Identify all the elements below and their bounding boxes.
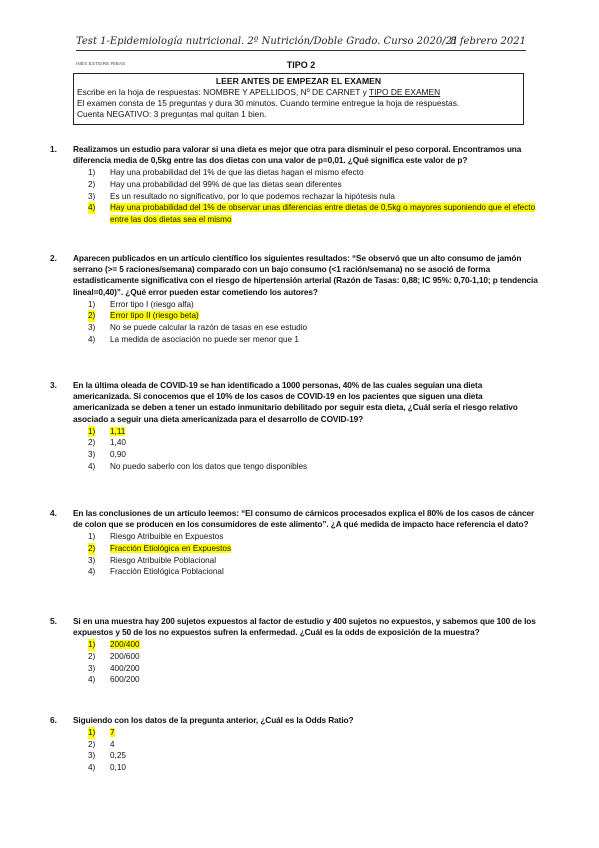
- option-number: 2): [88, 311, 96, 321]
- option-text: [110, 461, 540, 473]
- question-number: 6.: [50, 715, 57, 725]
- answer-option-3: [88, 663, 540, 675]
- option-text: [110, 674, 540, 686]
- answer-text: 0,90: [110, 450, 126, 459]
- question-5: [50, 616, 540, 686]
- answer-text: Riesgo Atribuible en Expuestos: [110, 532, 224, 542]
- option-text: [110, 555, 540, 567]
- highlighted-answer: Hay una probabilidad del 1% de observar unas diferencias entre dietas de 0,5kg o mayores suponiendo que el efecto entre las dos dietas sea el mismo: [110, 203, 536, 224]
- answer-text: 4: [110, 739, 115, 749]
- option-text: [110, 750, 540, 762]
- instructions-line-2: El examen consta de 15 preguntas y dura 30 minutos. Cuando termine entregue la hoja de respuestas.: [77, 98, 460, 108]
- exam-type-underlined: TIPO DE EXAMEN: [368, 87, 441, 97]
- question-3: [50, 380, 540, 472]
- answer-text: Es un resultado no significativo, por lo que podemos rechazar la hipótesis nula: [110, 191, 395, 201]
- answer-text: Error tipo I (riesgo alfa): [110, 299, 194, 309]
- answer-text: 0,25: [110, 751, 126, 761]
- answer-text: Fracción Etiológica Poblacional: [110, 567, 224, 577]
- option-number: 3): [88, 555, 96, 565]
- option-text: [110, 762, 540, 774]
- option-text: [110, 426, 540, 438]
- option-number: 1): [88, 532, 96, 542]
- answer-option-2: [88, 739, 540, 751]
- option-number: 4): [88, 334, 96, 344]
- option-text: [110, 651, 540, 663]
- option-number: 4): [88, 567, 96, 577]
- question-number: 3.: [50, 380, 57, 390]
- header-course: Test 1-Epidemiología nutricional. 2º Nutrición/Doble Grado. Curso 2020/21: [76, 36, 459, 47]
- answer-text: 400/200: [110, 663, 140, 673]
- header-date: 8 febrero 2021: [450, 36, 526, 47]
- option-number: 3): [88, 191, 96, 201]
- highlighted-answer: 7: [110, 728, 115, 738]
- highlighted-answer: 200/400: [110, 640, 140, 650]
- answer-text: Riesgo Atribuible Poblacional: [110, 555, 217, 565]
- answer-options: [50, 299, 540, 345]
- option-text: [110, 299, 540, 311]
- option-number: 1): [88, 426, 96, 436]
- option-number: 1): [88, 640, 96, 650]
- option-text: [110, 322, 540, 334]
- option-text: [110, 334, 540, 346]
- answer-option-3: [88, 555, 540, 567]
- instructions-line-1: Escribe en la hoja de respuestas: NOMBRE Y APELLIDOS, Nº DE CARNET y TIPO DE EXAMEN: [77, 87, 441, 97]
- option-text: [110, 739, 540, 751]
- answer-text: 0,10: [110, 762, 126, 772]
- answer-options: [50, 727, 540, 773]
- answer-option-4: [88, 566, 540, 578]
- header-divider: [76, 50, 526, 51]
- answer-option-3: [88, 750, 540, 762]
- answer-option-3: [88, 449, 540, 461]
- answer-option-1: [88, 531, 540, 543]
- answer-option-1: [88, 167, 540, 179]
- answer-option-2: [88, 437, 540, 449]
- option-number: 2): [88, 180, 96, 189]
- option-number: 3): [88, 450, 96, 459]
- option-text: [110, 663, 540, 675]
- highlighted-answer: Error tipo II (riesgo beta): [110, 311, 199, 321]
- answer-option-3: [88, 191, 540, 203]
- option-number: 2): [88, 739, 96, 749]
- option-text: [110, 202, 540, 225]
- option-number: 1): [88, 299, 96, 309]
- answer-option-1: [88, 299, 540, 311]
- option-text: [110, 727, 540, 739]
- highlighted-answer: 1,11: [110, 426, 126, 436]
- answer-option-1: [88, 426, 540, 438]
- answer-option-4: [88, 461, 540, 473]
- answer-text: La medida de asociación no puede ser menor que 1: [110, 334, 299, 344]
- question-text: En la última oleada de COVID-19 se han identificado a 1000 personas, 40% de las cuales seguían una dieta americanizada. Si conocemos que el 10% de los casos de COVID-19 en los pacientes que siguen una dieta americanizada se deben a tener un estado inmunitario debilitado por seguir esta dieta, ¿Cuál sería el riesgo relativo asociado a seguir una dieta americanizada para el desarrollo de COVID-19?: [73, 380, 518, 424]
- answer-options: [50, 531, 540, 577]
- question-2: [50, 253, 540, 345]
- answer-option-2: [88, 310, 540, 322]
- option-number: 4): [88, 675, 96, 685]
- option-text: [110, 179, 540, 191]
- answer-options: [50, 639, 540, 685]
- question-number: 5.: [50, 616, 57, 626]
- option-number: 2): [88, 438, 96, 448]
- answer-option-1: [88, 639, 540, 651]
- answer-text: No puedo saberlo con los datos que tengo disponibles: [110, 461, 308, 471]
- option-number: 4): [88, 203, 96, 213]
- option-number: 3): [88, 323, 96, 332]
- question-text: Siguiendo con los datos de la pregunta anterior, ¿Cuál es la Odds Ratio?: [73, 715, 354, 725]
- answer-option-2: [88, 543, 540, 555]
- option-text: [110, 310, 540, 322]
- option-text: [110, 566, 540, 578]
- option-text: [110, 639, 540, 651]
- question-number: 2.: [50, 253, 57, 263]
- option-number: 4): [88, 461, 96, 471]
- option-number: 3): [88, 663, 96, 673]
- answer-option-4: [88, 334, 540, 346]
- question-1: [50, 144, 540, 225]
- answer-text: Hay una probabilidad del 99% de que las dietas sean diferentes: [110, 180, 342, 189]
- option-text: [110, 449, 540, 461]
- instructions-title: LEER ANTES DE EMPEZAR EL EXAMEN: [215, 76, 382, 86]
- answer-option-3: [88, 322, 540, 334]
- question-text: En las conclusiones de un artículo leemos: “El consumo de cárnicos procesados explica el 80% de los casos de cáncer de colon que se producen en los consumidores de este alimento”. ¿A qué medida de impacto hace referencia el dato?: [73, 508, 535, 530]
- option-text: [110, 531, 540, 543]
- answer-option-4: [88, 202, 540, 225]
- answer-text: No se puede calcular la razón de tasas en ese estudio: [110, 323, 308, 332]
- answer-option-4: [88, 674, 540, 686]
- answer-option-4: [88, 762, 540, 774]
- option-number: 2): [88, 652, 96, 661]
- option-number: 4): [88, 762, 96, 772]
- question-number: 1.: [50, 144, 57, 154]
- highlighted-answer: Fracción Etiológica en Expuestos: [110, 544, 232, 553]
- option-text: [110, 437, 540, 449]
- question-text: Realizamos un estudio para valorar si una dieta es mejor que otra para disminuir el peso corporal. Encontramos una diferencia media de 0,5kg entre las dos dietas con una valor de p=0,01. ¿Qué significa este valor de p?: [73, 144, 522, 166]
- author-name: INÉS ESTEIRE RIBAS: [76, 61, 126, 66]
- option-number: 3): [88, 751, 96, 761]
- option-text: [110, 543, 540, 555]
- option-number: 1): [88, 168, 96, 178]
- question-text: Si en una muestra hay 200 sujetos expuestos al factor de estudio y 400 sujetos no expuestos, y sabemos que 100 de los expuestos y 50 de los no expuestos sufren la enfermedad. ¿Cuál es la odds de exposición de la muestra?: [73, 616, 536, 638]
- answer-option-2: [88, 179, 540, 191]
- question-4: [50, 508, 540, 578]
- option-text: [110, 191, 540, 203]
- option-number: 2): [88, 544, 96, 553]
- question-text: Aparecen publicados en un artículo científico los siguientes resultados: “Se observó que un alto consumo de jamón serrano (>= 5 raciones/semana) comparado con un bajo consumo (<1 ración/semana) no se asoció de forma estadísticamente significativa con el riesgo de hipertensión arterial (Razón de Tasas: 0,88; IC 95%: 0,70-1,10; p tendencia lineal=0,40)”. ¿Qué error pueden estar cometiendo los autores?: [73, 253, 538, 297]
- answer-text: 600/200: [110, 675, 140, 685]
- answer-options: [50, 167, 540, 225]
- option-number: 1): [88, 728, 96, 738]
- option-text: [110, 167, 540, 179]
- answer-text: 200/600: [110, 652, 140, 661]
- answer-text: 1,40: [110, 438, 126, 448]
- answer-option-1: [88, 727, 540, 739]
- answer-option-2: [88, 651, 540, 663]
- question-number: 4.: [50, 508, 57, 518]
- answer-text: Hay una probabilidad del 1% de que las dietas hagan el mismo efecto: [110, 168, 364, 178]
- instructions-line-3: Cuenta NEGATIVO: 3 preguntas mal quitan 1 bien.: [77, 109, 267, 119]
- answer-options: [50, 426, 540, 472]
- question-6: [50, 715, 540, 774]
- exam-type: TIPO 2: [286, 60, 316, 70]
- instructions-box: [73, 73, 524, 125]
